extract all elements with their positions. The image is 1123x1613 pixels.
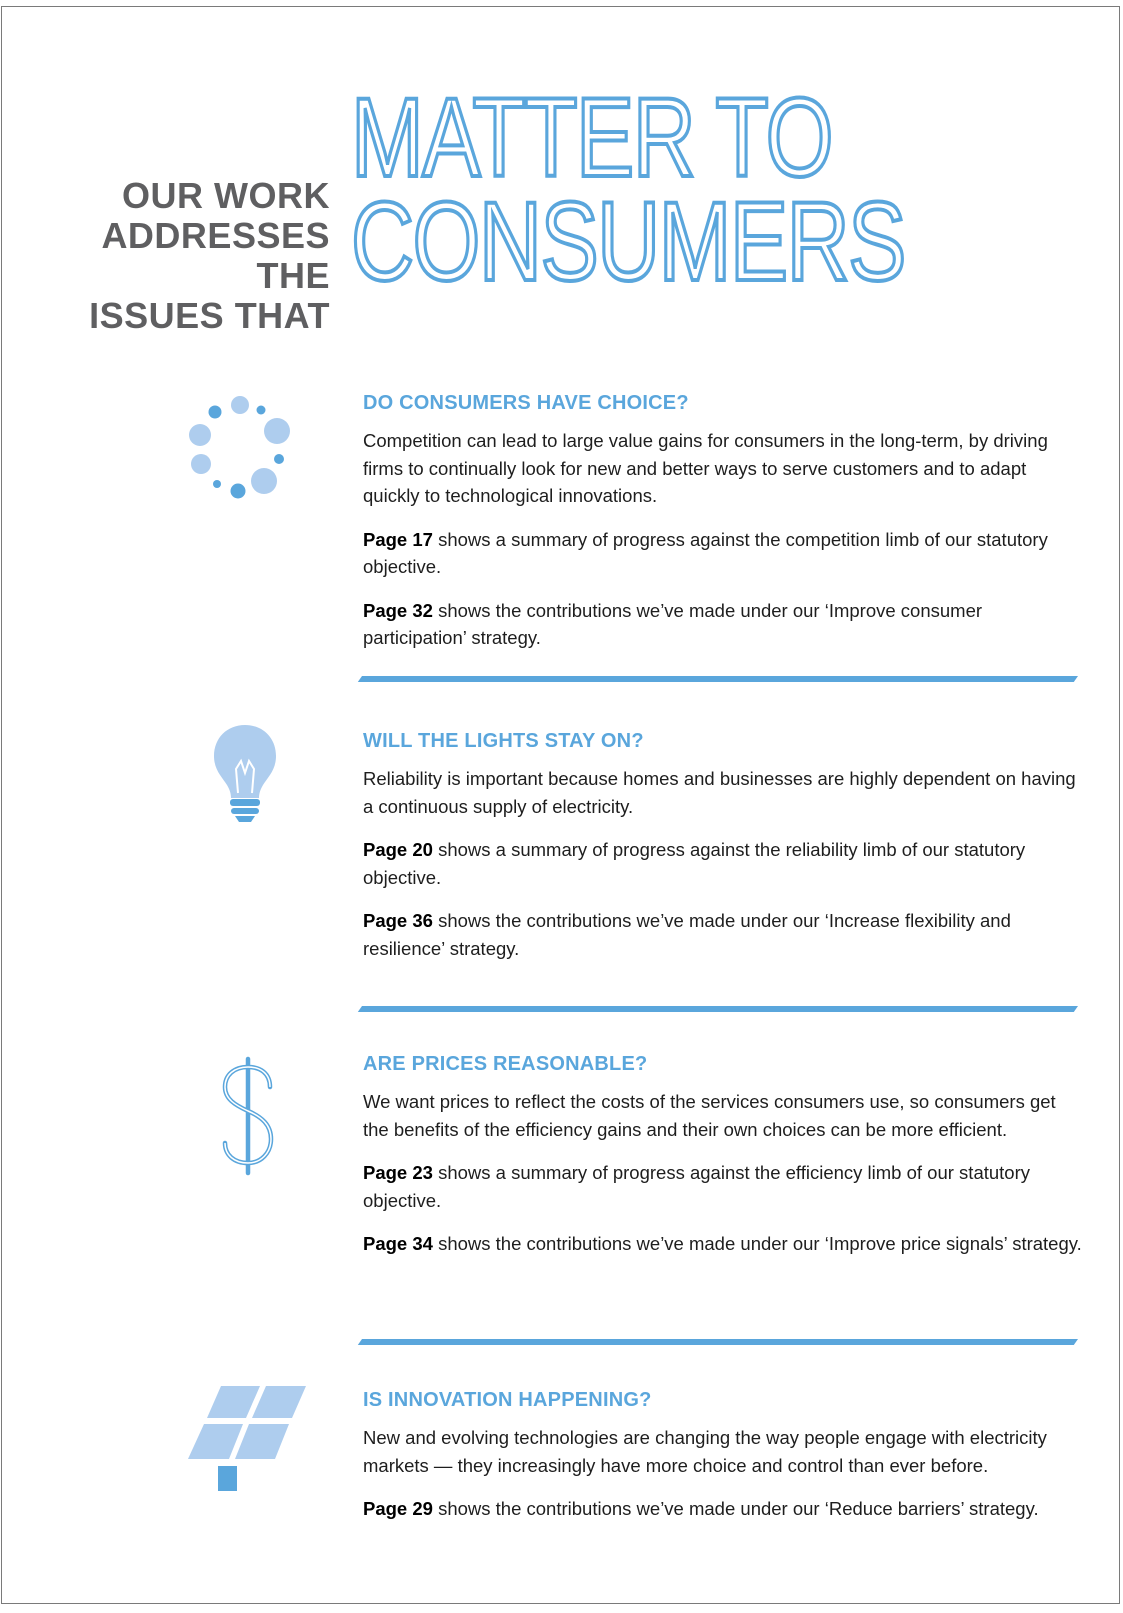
reference-text: shows a summary of progress against the efficiency limb of our statutory objective. (363, 1162, 1030, 1211)
section-intro: Competition can lead to large value gains for consumers in the long-term, by driving firms to continually look for new and better ways to serve customers and to adapt quickly to technological innovations. (363, 430, 1048, 506)
section-intro: We want prices to reflect the costs of the services consumers use, so consumers get the benefits of the efficiency gains and their own choices can be more efficient. (363, 1091, 1056, 1140)
section-title: WILL THE LIGHTS STAY ON? (363, 730, 644, 752)
reference-text: shows the contributions we’ve made under our ‘Improve price signals’ strategy. (432, 1233, 1082, 1254)
page-reference (363, 1159, 1083, 1214)
page-reference (363, 1230, 1083, 1258)
reference-text: shows a summary of progress against the reliability limb of our statutory objective. (363, 839, 1026, 888)
header-intro-line: ADDRESSES THE (101, 215, 330, 296)
page-number: Page 23 (363, 1162, 433, 1183)
reference-text: shows the contributions we’ve made under our ‘Improve consumer participation’ strategy. (363, 599, 983, 648)
circle-dots-icon (188, 392, 298, 509)
section-title: DO CONSUMERS HAVE CHOICE? (363, 392, 689, 414)
section-divider (358, 1006, 1078, 1012)
section-intro: New and evolving technologies are changing the way people engage with electricity markets — they increasingly have more choice and control than ever before. (363, 1427, 1047, 1476)
page-number: Page 20 (363, 839, 433, 860)
dollar-sign-icon (218, 1055, 278, 1182)
page-number: Page 17 (363, 528, 433, 550)
page-reference (363, 836, 1083, 891)
header-intro-line: ISSUES THAT (89, 295, 330, 336)
section-divider (358, 1339, 1078, 1345)
page-number: Page 29 (363, 1498, 433, 1519)
section-body (363, 730, 1083, 978)
page-reference (363, 1495, 1083, 1523)
header-title-line: CONSUMERS (351, 179, 905, 304)
page-reference (363, 597, 1083, 652)
section-body (363, 1053, 1083, 1274)
page-number: Page 34 (363, 1233, 433, 1254)
section-divider (358, 676, 1078, 682)
reference-text: shows a summary of progress against the competition limb of our statutory objective. (363, 528, 1048, 577)
light-bulb-icon (212, 723, 278, 832)
solar-panel-icon (186, 1384, 312, 1499)
reference-text: shows the contributions we’ve made under our ‘Increase flexibility and resilience’ strategy. (363, 910, 1011, 959)
section-title: IS INNOVATION HAPPENING? (363, 1389, 652, 1411)
header-title (351, 75, 905, 304)
page-number: Page 32 (363, 599, 433, 621)
header-intro (20, 176, 330, 336)
page-number: Page 36 (363, 910, 433, 931)
header-title-line: MATTER TO (351, 75, 833, 200)
section-title: ARE PRICES REASONABLE? (363, 1053, 648, 1075)
page-reference (363, 907, 1083, 962)
header-intro-line: OUR WORK (122, 175, 330, 216)
section-body (363, 392, 1083, 668)
section-body (363, 1389, 1083, 1539)
page-reference (363, 526, 1083, 581)
section-intro: Reliability is important because homes and businesses are highly dependent on having a continuous supply of electricity. (363, 768, 1076, 817)
reference-text: shows the contributions we’ve made under our ‘Reduce barriers’ strategy. (432, 1498, 1039, 1519)
